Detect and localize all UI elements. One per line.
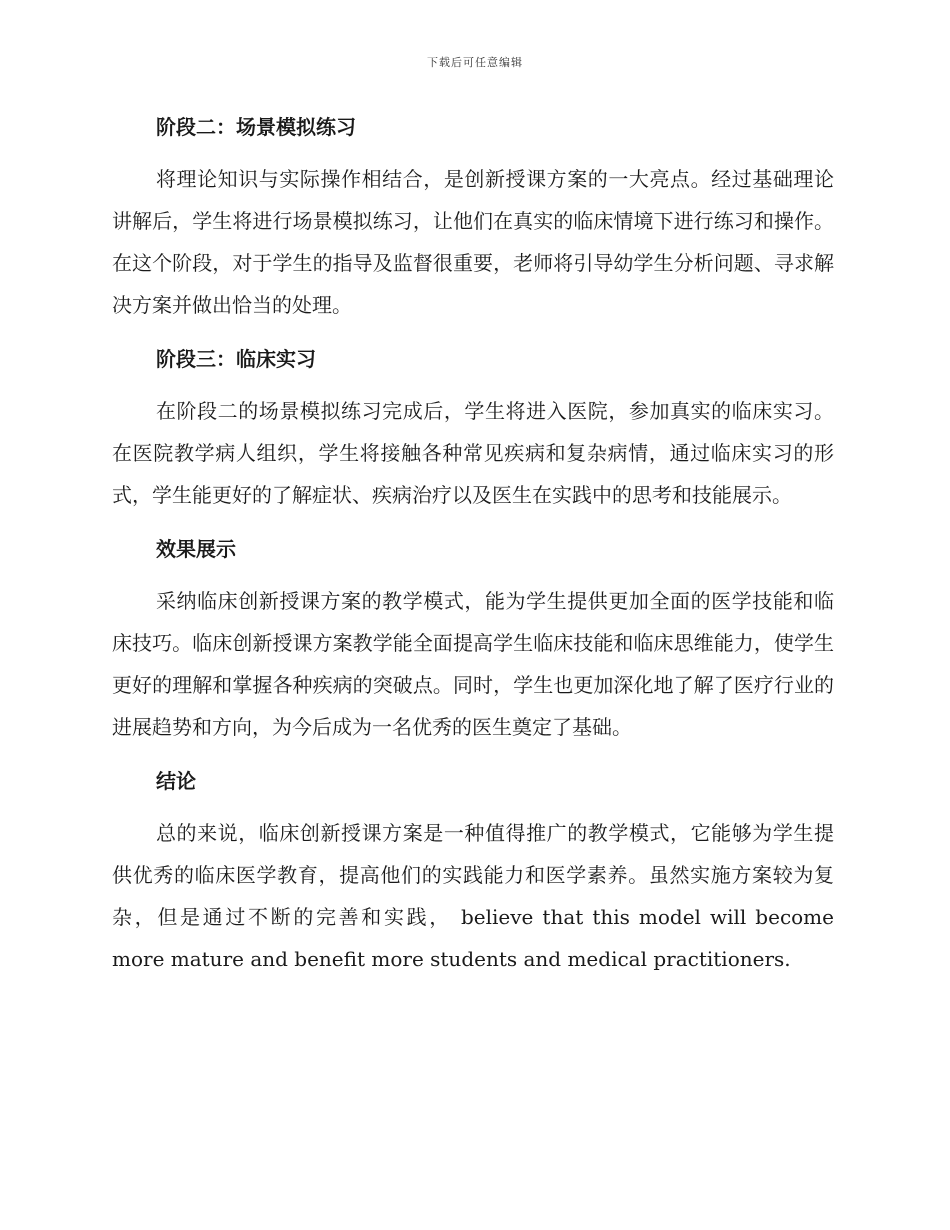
document-body [112, 104, 834, 980]
page-header-note: 下载后可任意编辑 [427, 56, 523, 69]
section-heading-effect: 效果展示 [156, 537, 236, 561]
section-paragraph-conclusion: 总的来说，临床创新授课方案是一种值得推广的教学模式，它能够为学生提供优秀的临床医学教育，提高他们的实践能力和医学素养。虽然实施方案较为复杂，但是通过不断的完善和实践， believe that this model will become more mature and benefit more students and medical practitioners. [112, 821, 834, 971]
section-heading-stage-three: 阶段三：临床实习 [156, 347, 316, 371]
section-paragraph-stage-two: 将理论知识与实际操作相结合，是创新授课方案的一大亮点。经过基础理论讲解后，学生将进行场景模拟练习，让他们在真实的临床情境下进行练习和操作。在这个阶段，对于学生的指导及监督很重要，老师将引导幼学生分析问题、寻求解决方案并做出恰当的处理。 [112, 167, 834, 317]
section-paragraph-effect: 采纳临床创新授课方案的教学模式，能为学生提供更加全面的医学技能和临床技巧。临床创新授课方案教学能全面提高学生临床技能和临床思维能力，使学生更好的理解和掌握各种疾病的突破点。同时，学生也更加深化地了解了医疗行业的进展趋势和方向，为今后成为一名优秀的医生奠定了基础。 [112, 589, 834, 739]
section-heading-conclusion: 结论 [156, 769, 196, 793]
section-paragraph-stage-three: 在阶段二的场景模拟练习完成后，学生将进入医院，参加真实的临床实习。在医院教学病人组织，学生将接触各种常见疾病和复杂病情，通过临床实习的形式，学生能更好的了解症状、疾病治疗以及医生在实践中的思考和技能展示。 [112, 399, 834, 507]
section-heading-stage-two: 阶段二：场景模拟练习 [156, 115, 356, 139]
